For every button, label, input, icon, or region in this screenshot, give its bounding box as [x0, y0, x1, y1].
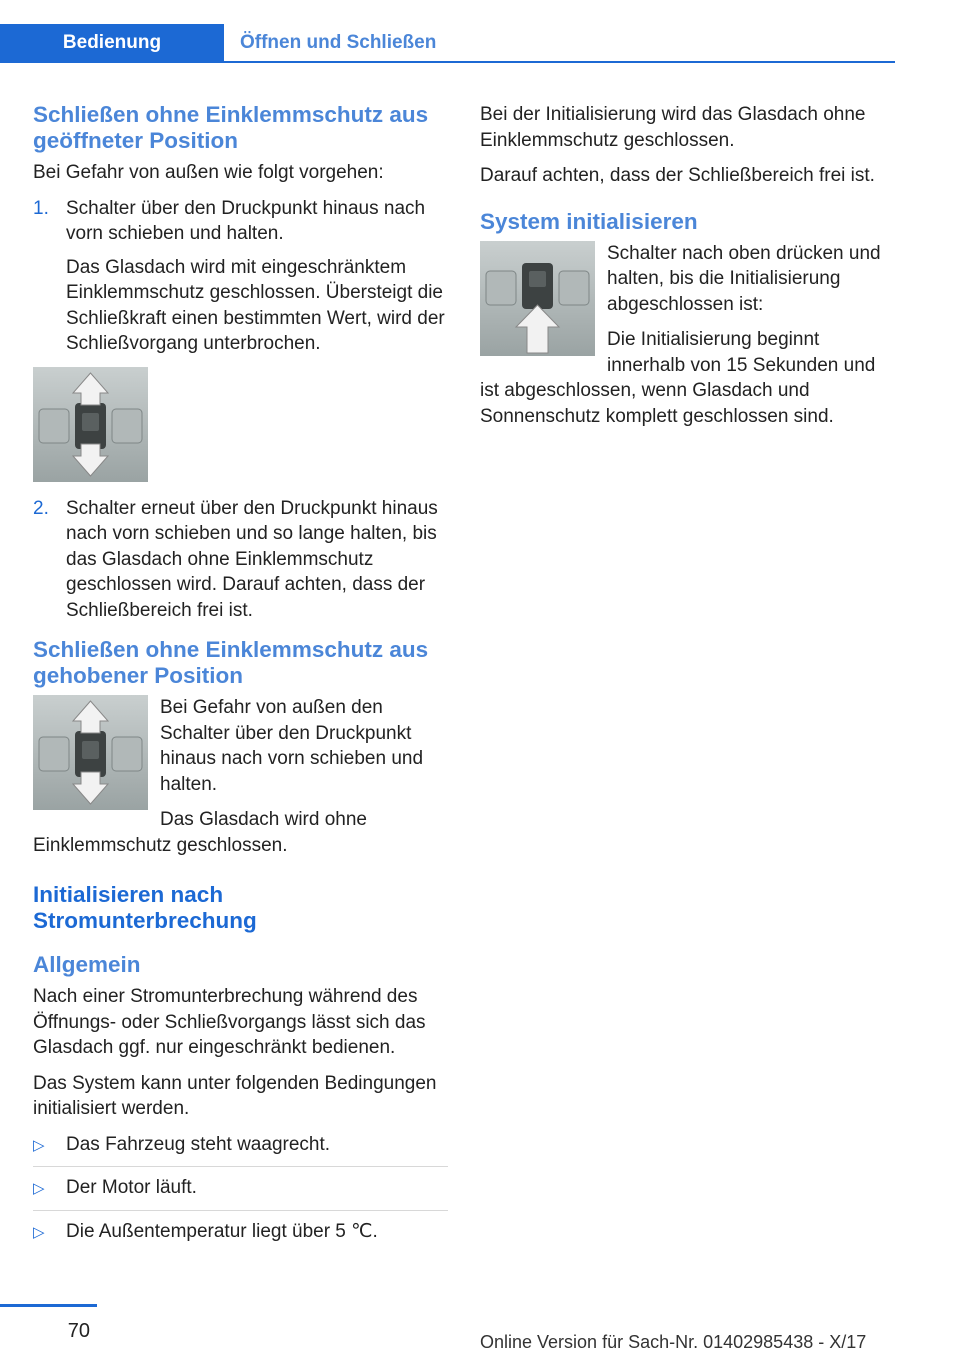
- triangle-right-icon: ▷: [33, 1136, 45, 1154]
- list-item: ▷ Die Außentemperatur liegt über 5 ℃.: [33, 1219, 448, 1245]
- init-text: Die Initialisierung beginnt innerhalb von 15 Sekunden und ist abgeschlossen, wenn Glasdach und Sonnenschutz komplett geschlossen sind.: [480, 329, 876, 427]
- header-tab-bedienung[interactable]: Bedienung: [0, 24, 224, 62]
- heading-init-after-power: Initialisieren nach Stromunterbrechung: [33, 882, 257, 933]
- sunroof-switch-icon: [480, 241, 595, 356]
- step-text: Schalter über den Druckpunkt hinaus nach vorn schieben und halten.: [66, 197, 426, 244]
- step-text: Schalter erneut über den Druckpunkt hinaus nach vorn schieben und so lange halten, bis das Glasdach ohne Einklemmschutz geschlossen wird. Darauf achten, dass der Schließbereich frei ist.: [66, 497, 438, 621]
- raised-text: Bei Gefahr von außen den Schalter über den Druckpunkt hinaus nach vorn schieben und halten.: [160, 697, 424, 795]
- page-header: [0, 0, 895, 64]
- online-version: Online Version für Sach-Nr. 01402985438 - X/17: [480, 1332, 867, 1352]
- general-text: Nach einer Stromunterbrechung während des Öffnungs- oder Schließvorgangs lässt sich das Glasdach ggf. nur eingeschränkt bedienen.: [33, 986, 426, 1058]
- step-number: 2.: [33, 497, 49, 519]
- header-rule: [0, 61, 895, 63]
- switch-image-both: [33, 367, 448, 482]
- sunroof-switch-icon: [33, 695, 148, 810]
- step-2: [33, 496, 448, 624]
- intro-text: Bei Gefahr von außen wie folgt vorgehen:: [33, 162, 384, 183]
- header-tab-oeffnen-schliessen[interactable]: Öffnen und Schließen: [240, 32, 437, 53]
- raised-text: Das Glasdach wird ohne Einklemmschutz geschlossen.: [33, 809, 367, 856]
- footer-rule: [0, 1304, 97, 1307]
- general-text: Das System kann unter folgenden Bedingungen initialisiert werden.: [33, 1072, 437, 1119]
- list-divider: [33, 1166, 448, 1167]
- triangle-right-icon: ▷: [33, 1180, 45, 1197]
- raised-section: [33, 695, 448, 868]
- list-item: ▷ Der Motor läuft.: [33, 1175, 448, 1201]
- init-section: [480, 241, 898, 440]
- init-text: Schalter nach oben drücken und halten, bis die Initialisierung abgeschlossen ist:: [607, 242, 881, 315]
- heading-closing-raised: Schließen ohne Einklemmschutz aus gehobener Position: [33, 637, 429, 688]
- right-column: [480, 102, 898, 439]
- page-number: 70: [67, 1320, 90, 1342]
- body-text: Bei der Initialisierung wird das Glasdach ohne Einklemmschutz geschlossen.: [480, 104, 866, 151]
- body-text: Darauf achten, dass der Schließbereich frei ist.: [480, 165, 875, 186]
- heading-general: Allgemein: [33, 952, 141, 977]
- step-1: [33, 196, 448, 357]
- step-number: 1.: [33, 197, 49, 219]
- conditions-list: [33, 1132, 448, 1245]
- heading-system-init: System initialisieren: [480, 208, 698, 234]
- sunroof-switch-icon: [33, 367, 148, 482]
- list-item: ▷ Das Fahrzeug steht waagrecht.: [33, 1132, 448, 1158]
- list-divider: [33, 1210, 448, 1211]
- heading-closing-open: Schließen ohne Einklemmschutz aus geöffneter Position: [33, 102, 429, 153]
- left-column: [33, 102, 448, 1253]
- step-text: Das Glasdach wird mit eingeschränktem Einklemmschutz geschlossen. Übersteigt die Schließkraft einen bestimmten Wert, wird der Schließvorgang unterbrochen.: [66, 256, 445, 354]
- triangle-right-icon: ▷: [33, 1223, 45, 1241]
